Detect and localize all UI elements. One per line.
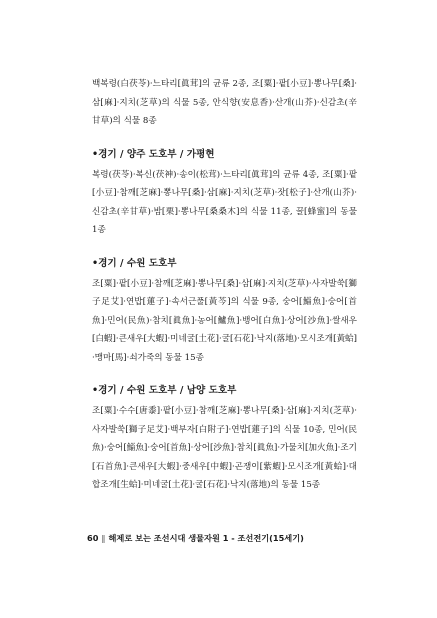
book-title: 해제로 보는 조선시대 생물자원 1 - 조선전기(15세기) <box>108 533 304 543</box>
paragraph-text: 백복령(白茯苓)·느타리[眞茸]의 균류 2종, 조[粟]·팥[小豆]·뽕나무[桑]·삼[麻]·지치(芝草)의 식물 5종, 안식향(安息香)·산개(山芥)·신감초(辛甘草)의 식물 8종 <box>92 79 357 126</box>
paragraph-text: 복령(茯苓)·복신(茯神)·송이(松茸)·느타리[眞茸]의 균류 4종, 조[粟]·팥[小豆]·참깨[芝麻]·뽕나무[桑]·삼[麻]·지치(芝草)·잣[松子]·산개(山芥)·신감초(辛甘草)·밤[栗]·뽕나무[桑桑木]의 식물 11종, 꿀[蜂蜜]의 동물 1종 <box>92 169 357 235</box>
section-heading: •경기 / 수원 도호부 <box>92 257 177 269</box>
paragraph-block-3 <box>92 383 357 495</box>
main-content <box>92 75 357 511</box>
footer-separator: ‖ <box>101 533 106 543</box>
page-footer <box>87 533 387 544</box>
section-heading: •경기 / 양주 도호부 / 가평현 <box>92 148 215 160</box>
paragraph-text: 조[粟]·팥[小豆]·참깨[芝麻]·뽕나무[桑]·삼[麻]·지치(芝草)·사자발쑥[獅子足艾]·연밥[蓮子]·속서근풀[黃芩]의 식물 9종, 숭어[鯔魚]·숭어[首魚]·민어(民魚)·참치[眞魚]·농어[鱸魚]·뱅어[白魚]·상어[沙魚]·쌀새우[白蝦]·큰새우[大蝦]·미네굴[土花]·굴[石花]·낙지(落地)·모시조개[黃蛤]·맹마[馬]·쇠가죽의 동물 15종 <box>92 278 357 363</box>
paragraph-block-1 <box>92 147 357 240</box>
paragraph-block-0 <box>92 75 357 131</box>
paragraph-block-2 <box>92 256 357 368</box>
paragraph-text: 조[粟]·수수[唐黍]·팥[小豆]·참깨[芝麻]·뽕나무[桑]·삼[麻]·지치(芝草)·사자발쑥[獅子足艾]·백부자[白附子]·연밥[蓮子]의 식물 10종, 민어(民魚)·숭어[鯔魚]·숭어[首魚]·상어[沙魚]·참치[眞魚]·가물치[加火魚]·조기[石首魚]·큰새우[大蝦]·중새우[中蝦]·곤쟁이[紫蝦]·모시조개[黃蛤]·대합조개[生蛤]·미네굴[土花]·굴[石花]·낙지(落地)의 동물 15종 <box>92 406 357 490</box>
page-number: 60 <box>87 533 99 543</box>
section-heading: •경기 / 수원 도호부 / 남양 도호부 <box>92 385 237 396</box>
